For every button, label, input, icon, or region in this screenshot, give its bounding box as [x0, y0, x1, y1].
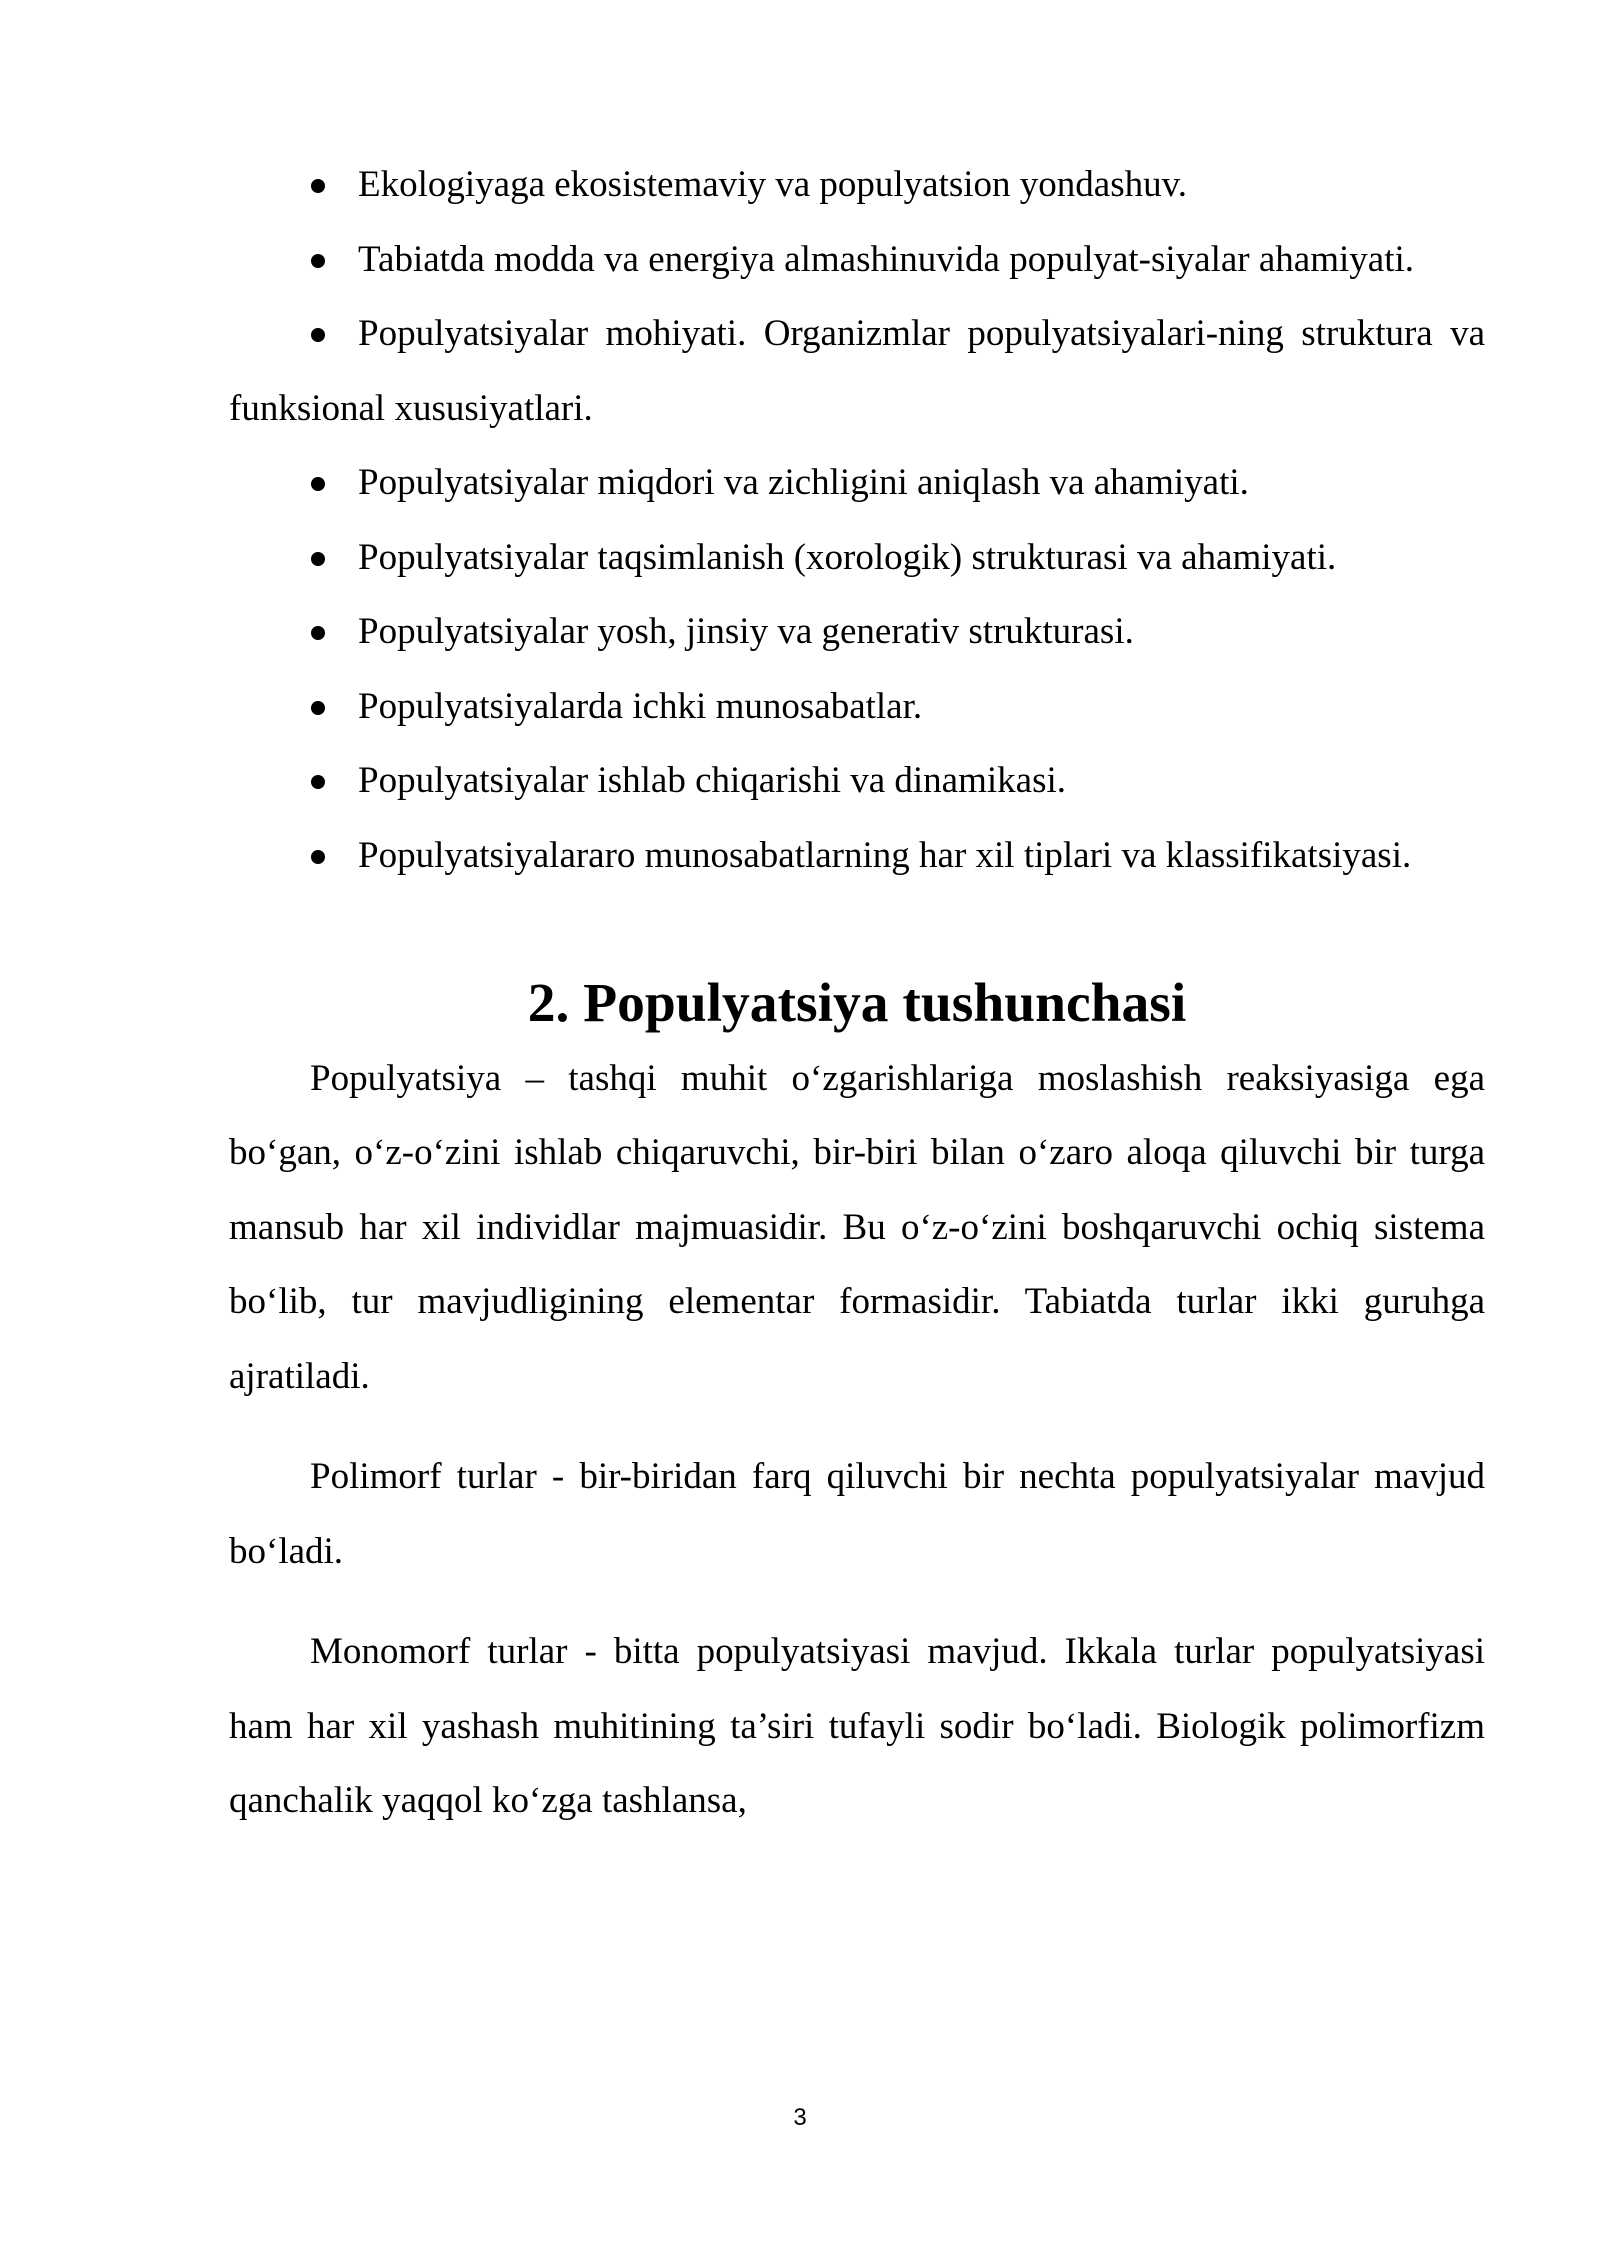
bullet-text: Ekologiyaga ekosistemaviy va populyatsion yondashuv.	[358, 164, 1187, 205]
bullet-dot-icon	[311, 477, 325, 491]
bullet-item	[229, 223, 1485, 298]
bullet-text: Populyatsiyalarda ichki munosabatlar.	[358, 685, 923, 727]
bullet-item	[229, 148, 1485, 223]
bullet-dot-icon	[311, 701, 325, 715]
section-heading: 2. Populyatsiya tushunchasi	[527, 973, 1187, 1034]
bullet-dot-icon	[311, 850, 325, 864]
bullet-text: Populyatsiyalar mohiyati. Organizmlar populyatsiyalari-ning struktura va funksional xususiyatlari.	[229, 313, 1485, 429]
bullet-text: Populyatsiyalar miqdori va zichligini aniqlash va ahamiyati.	[358, 462, 1249, 503]
bullet-item	[229, 595, 1485, 670]
bullet-dot-icon	[311, 552, 325, 566]
bullet-text: Populyatsiyalar taqsimlanish (xorologik) strukturasi va ahamiyati.	[358, 536, 1337, 578]
bullet-item	[229, 446, 1485, 521]
bullet-dot-icon	[311, 179, 325, 193]
bullet-dot-icon	[311, 775, 325, 789]
bullet-text: Tabiatda modda va energiya almashinuvida populyat-siyalar ahamiyati.	[358, 238, 1415, 280]
bullet-item	[229, 670, 1485, 745]
bullet-item	[229, 521, 1485, 596]
bullet-dot-icon	[311, 254, 325, 268]
body-paragraph: Polimorf turlar - bir-biridan farq qiluvchi bir nechta populyatsiyalar mavjud bo‘ladi.	[229, 1456, 1485, 1572]
body-paragraph: Monomorf turlar - bitta populyatsiyasi mavjud. Ikkala turlar populyatsiyasi ham har xil yashash muhitining ta’siri tufayli sodir bo‘ladi. Biologik polimorfizm qanchalik yaqqol ko‘zga tashlansa,	[229, 1631, 1485, 1821]
bullet-text: Populyatsiyalararo munosabatlarning har xil tiplari va klassifikatsiyasi.	[358, 834, 1412, 876]
bullet-text: Populyatsiyalar ishlab chiqarishi va dinamikasi.	[358, 760, 1067, 801]
page-content	[229, 148, 1485, 1839]
body-paragraph: Populyatsiya – tashqi muhit o‘zgarishlariga moslashish reaksiyasiga ega bo‘gan, o‘z-o‘zini ishlab chiqaruvchi, bir-biri bilan o‘zaro aloqa qiluvchi bir turga mansub har xil individlar majmuasidir. Bu o‘z-o‘zini boshqaruvchi ochiq sistema bo‘lib, tur mavjudligining elementar formasidir. Tabiatda turlar ikki guruhga ajratiladi.	[229, 1057, 1485, 1397]
page-number: 3	[793, 2104, 807, 2131]
bullet-item	[229, 744, 1485, 819]
bullet-dot-icon	[311, 328, 325, 342]
bullet-text: Populyatsiyalar yosh, jinsiy va generativ strukturasi.	[358, 611, 1134, 652]
bullet-item	[229, 297, 1485, 446]
bullet-list	[229, 148, 1485, 893]
bullet-dot-icon	[311, 626, 325, 640]
bullet-item	[229, 819, 1485, 894]
